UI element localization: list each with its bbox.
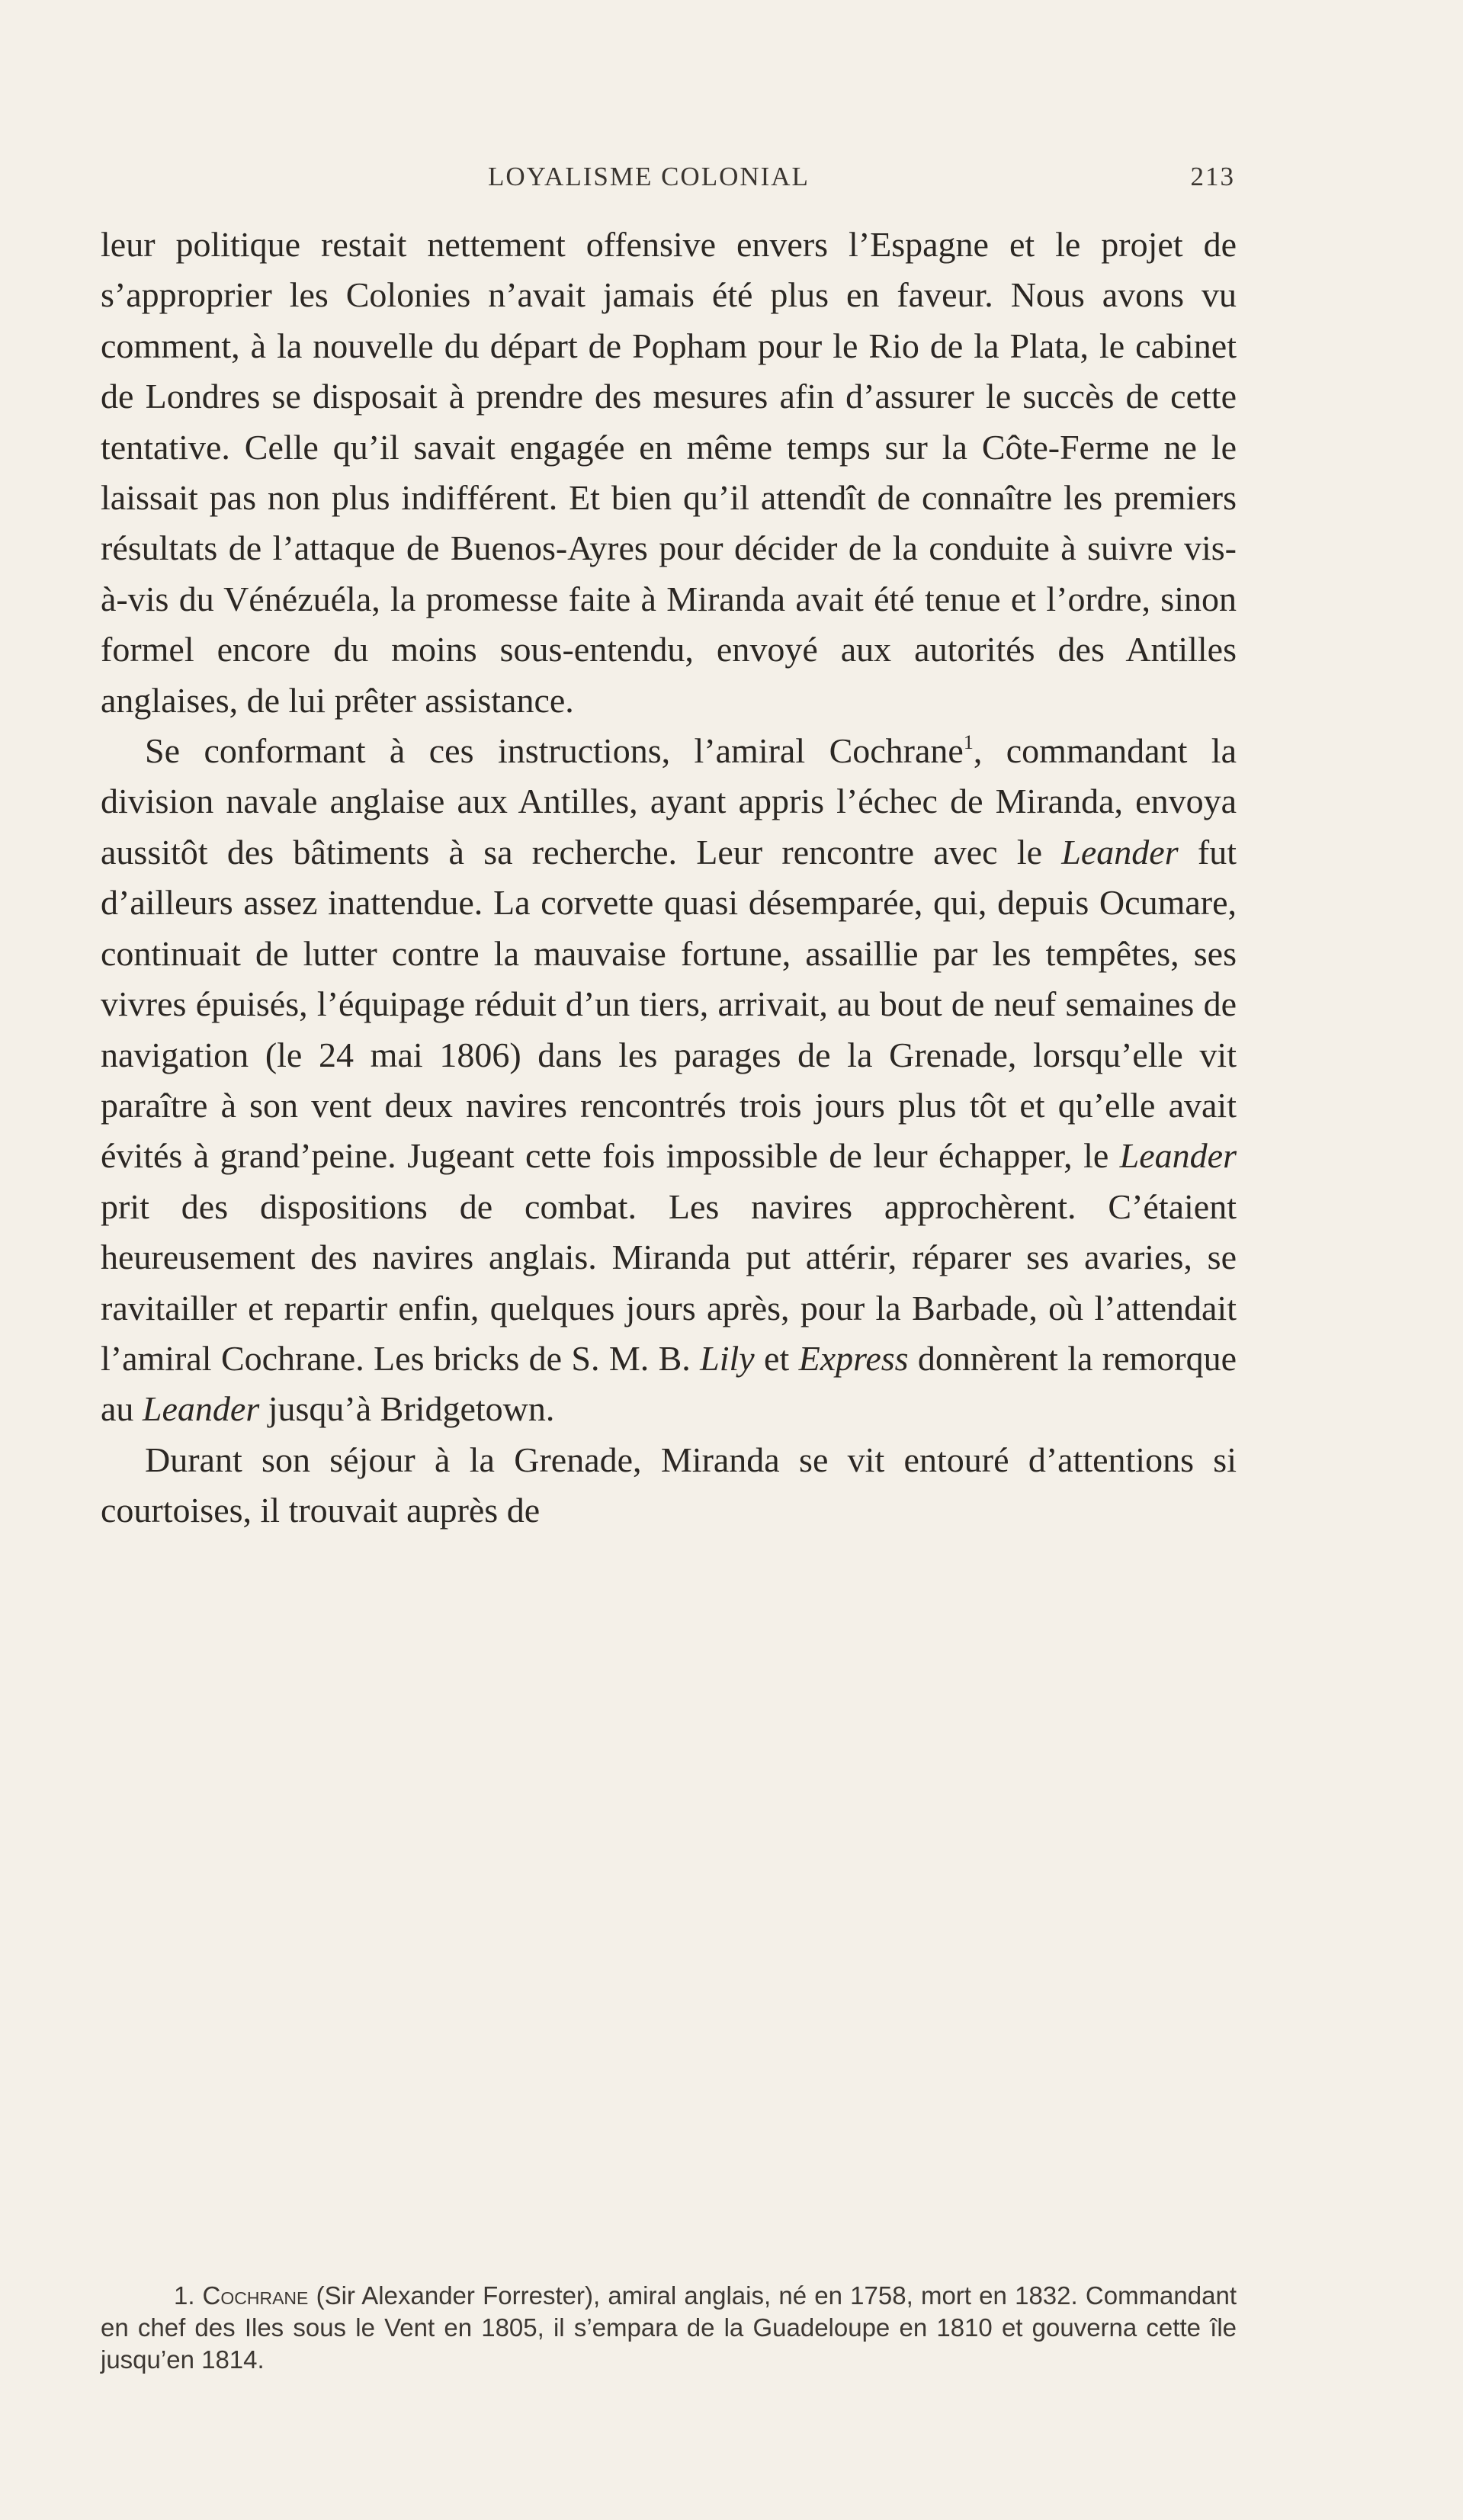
page-number: 213 (1190, 162, 1235, 191)
footnote-text: (Sir Alexander Forrester), amiral anglais, né en 1758, mort en 1832. Commandant en chef des Iles sous le Vent en 1805, il s’empara de la Guadeloupe en 1810 et gouverna cette île jusqu’en 1814. (101, 2281, 1237, 2374)
footnote-name: Cochrane (202, 2281, 309, 2310)
footnote-1 (101, 2280, 1237, 2376)
footnote-reference[interactable]: 1 (963, 730, 974, 753)
paragraph-text: Durant son séjour à la Grenade, Miranda se vit entouré d’attentions si courtoises, il trouvait auprès de (101, 1440, 1237, 1530)
ship-name: Leander (1119, 1136, 1237, 1176)
paragraph-text: , commandant la division navale anglaise aux Antilles, ayant appris l’échec de Miranda, envoya aussitôt des bâtiments à sa recherche. Leur rencontre avec le (101, 731, 1237, 872)
body-text (101, 220, 1237, 1536)
paragraph-text: fut d’ailleurs assez inattendue. La corvette quasi désemparée, qui, depuis Ocumare, continuait de lutter contre la mauvaise fortune, assaillie par les tempêtes, ses vivres épuisés, l’équipage réduit d’un tiers, arrivait, au bout de neuf semaines de navigation (le 24 mai 1806) dans les parages de la Grenade, lorsqu’elle vit paraître à son vent deux navires rencontrés trois jours plus tôt et qu’elle avait évités à grand’peine. Jugeant cette fois impossible de leur échapper, le (101, 832, 1237, 1176)
paragraph-text: prit des dispositions de combat. Les navires approchèrent. C’étaient heureusement des navires anglais. Miranda put attérir, réparer ses avaries, se ravitailler et repartir enfin, quelques jours après, pour la Barbade, où l’attendait l’amiral Cochrane. Les bricks de S. M. B. (101, 1186, 1237, 1378)
running-head: LOYALISME COLONIAL (488, 162, 810, 191)
paragraph-1 (101, 220, 1237, 726)
paragraph-3 (101, 1435, 1237, 1536)
paragraph-text: Se conformant à ces instructions, l’amiral Cochrane (145, 731, 964, 771)
paragraph-text: leur politique restait nettement offensive envers l’Espagne et le projet de s’approprier les Colonies n’avait jamais été plus en faveur. Nous avons vu comment, à la nouvelle du départ de Popham pour le Rio de la Plata, le cabinet de Londres se disposait à prendre des mesures afin d’assurer le succès de cette tentative. Celle qu’il savait engagée en même temps sur la Côte-Ferme ne le laissait pas non plus indifférent. Et bien qu’il attendît de connaître les premiers résultats de l’attaque de Buenos-Ayres pour décider de la conduite à suivre vis-à-vis du Vénézuéla, la promesse faite à Miranda avait été tenue et l’ordre, sinon formel encore du moins sous-entendu, envoyé aux autorités des Antilles anglaises, de lui prêter assistance. (101, 225, 1237, 720)
footnotes (101, 2280, 1237, 2376)
paragraph-text: jusqu’à Bridgetown. (259, 1389, 555, 1429)
ship-name: Express (798, 1338, 909, 1378)
footnote-marker: 1. (174, 2281, 195, 2310)
ship-name: Lily (700, 1338, 755, 1378)
page-header (488, 162, 1235, 200)
paragraph-2 (101, 726, 1237, 1435)
paragraph-text: et (754, 1338, 799, 1378)
paragraph-text: donnèrent la remorque au (101, 1338, 1237, 1429)
ship-name: Leander (142, 1389, 260, 1429)
ship-name: Leander (1061, 832, 1179, 872)
